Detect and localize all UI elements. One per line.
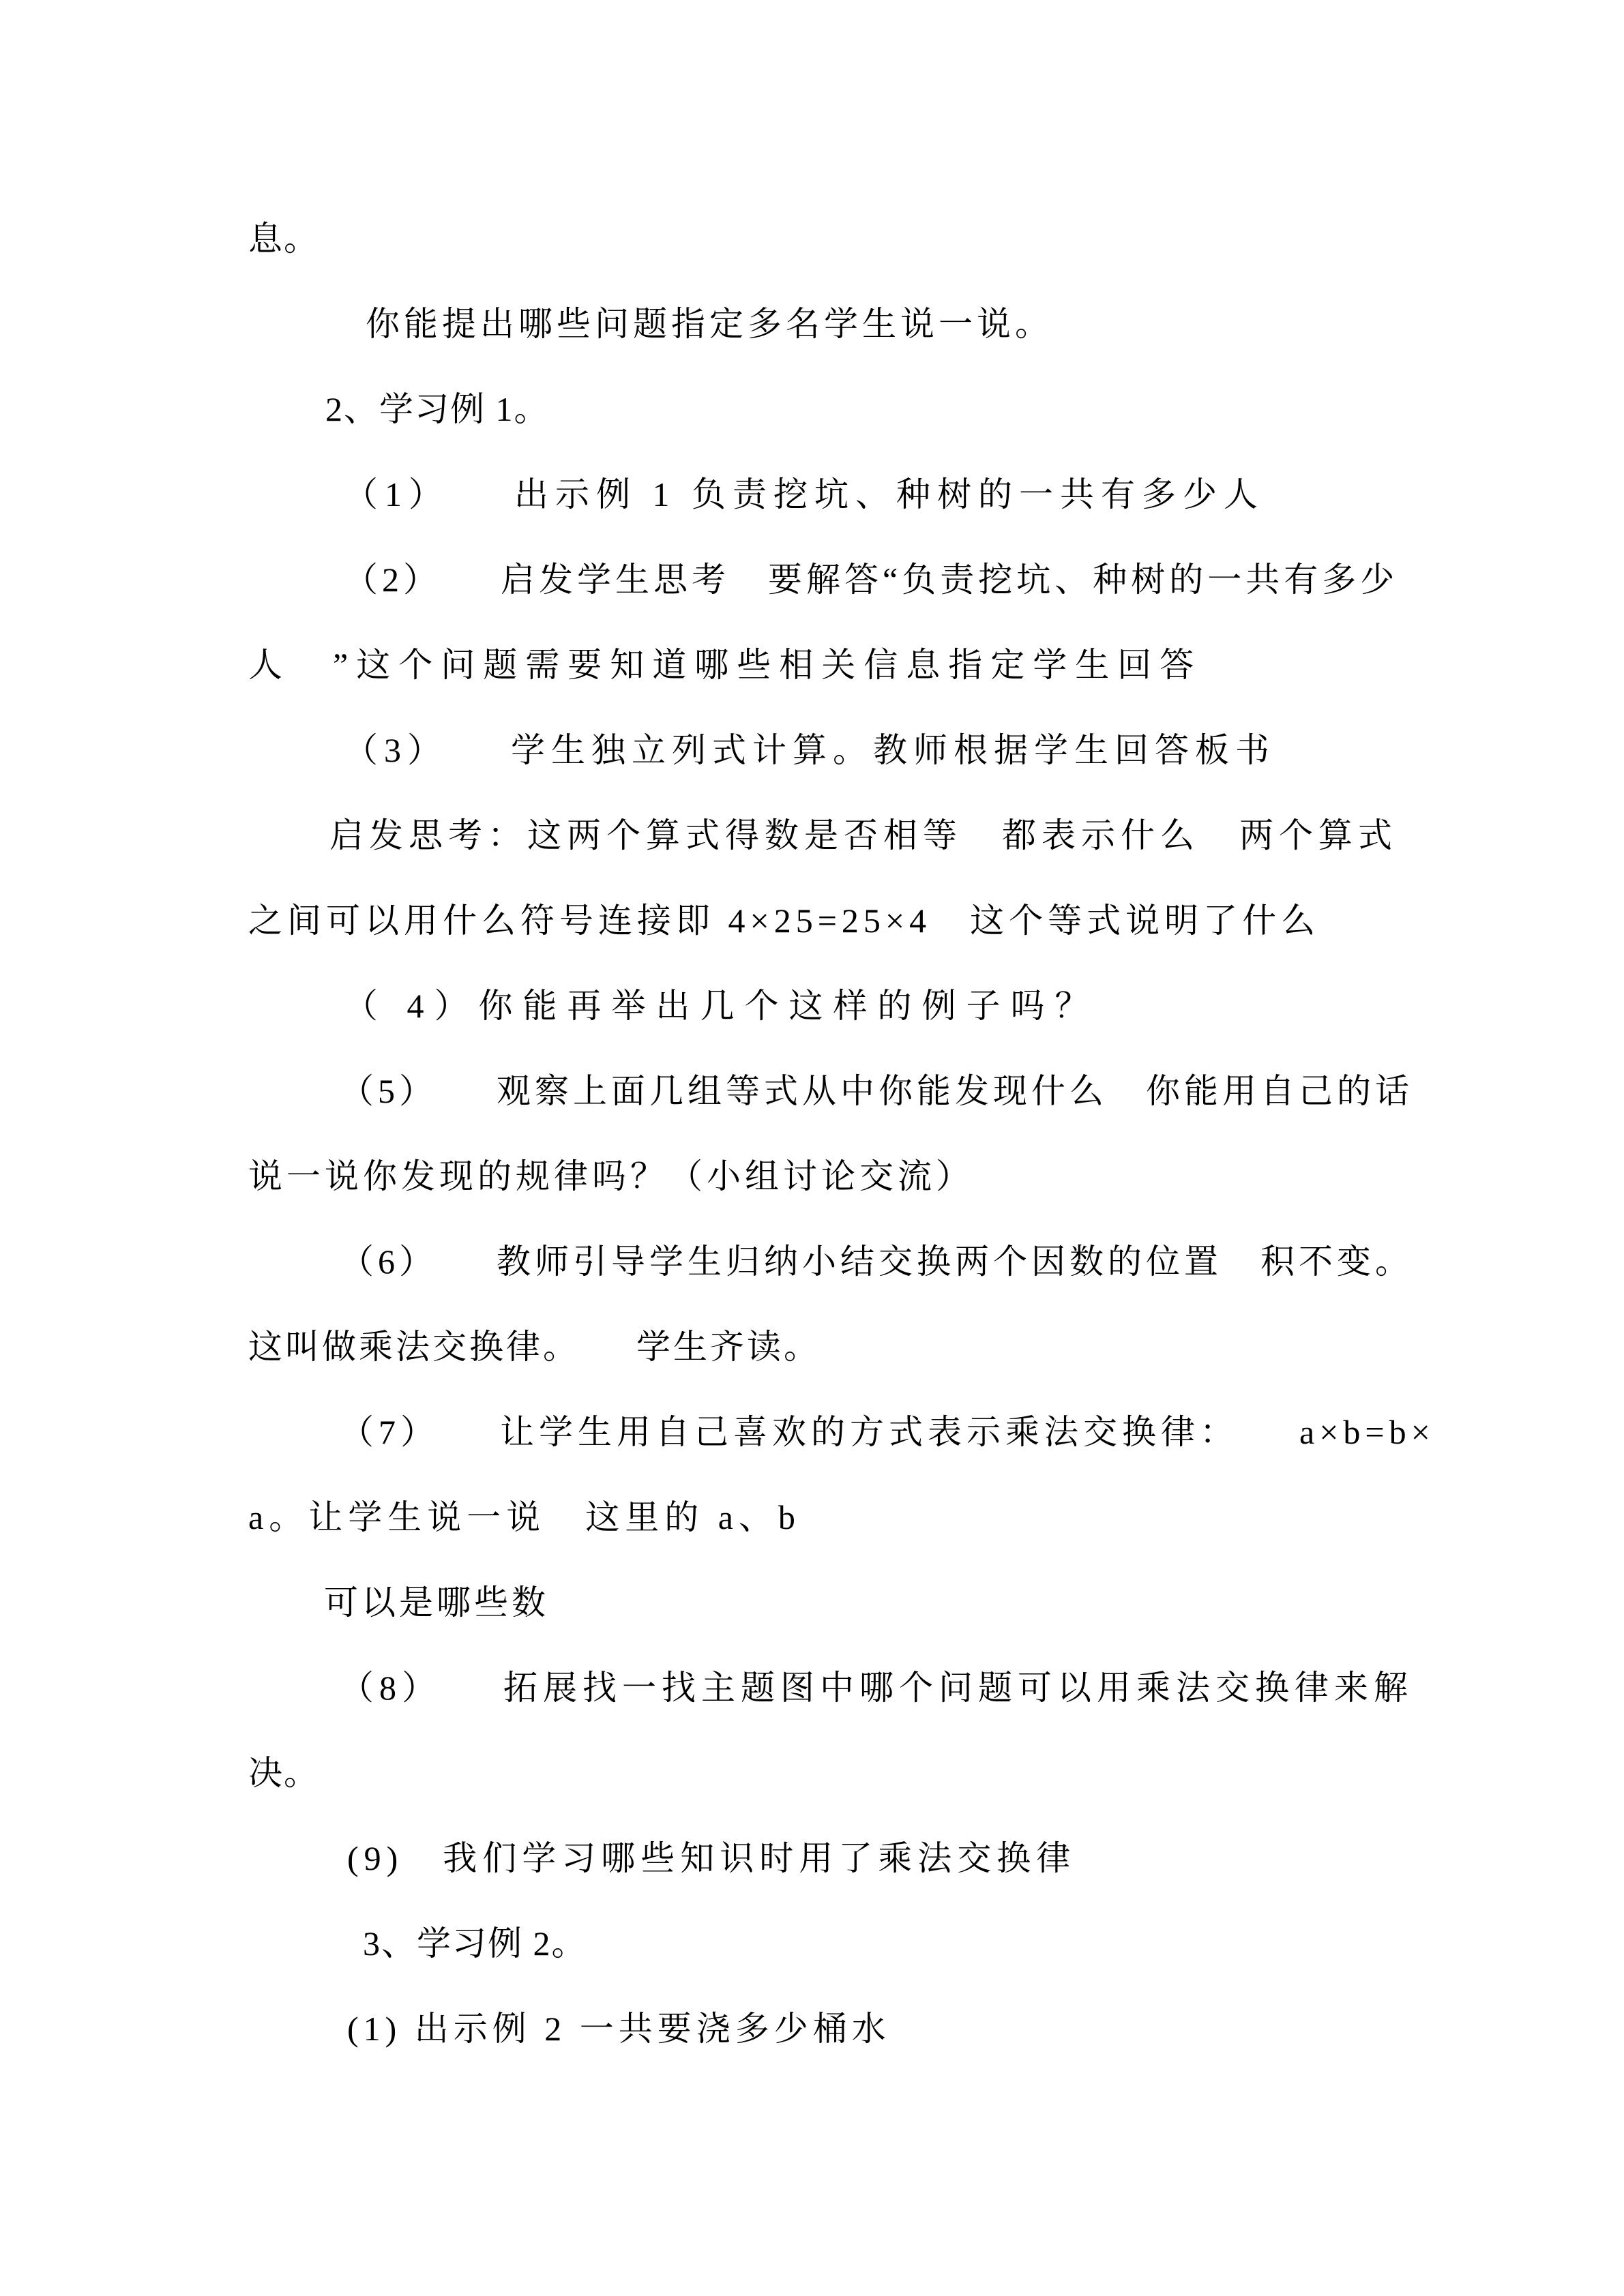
text-line-04: （1） 出示例 1 负责挖坑、种树的一共有多少人 [344, 475, 1265, 513]
text-line-20: (9) 我们学习哪些知识时用了乘法交换律 [347, 1839, 1076, 1877]
text-line-17: 可以是哪些数 [324, 1583, 549, 1622]
text-line-10: （ 4）你能再举出几个这样的例子吗？ [344, 987, 1099, 1025]
text-line-14: 这叫做乘法交换律。 学生齐读。 [248, 1328, 821, 1366]
text-line-19: 决。 [248, 1754, 319, 1792]
text-line-22: (1) 出示例 2 一共要浇多少桶水 [347, 2010, 891, 2048]
text-line-18: （8） 拓展找一找主题图中哪个问题可以用乘法交换律来解 [340, 1669, 1413, 1707]
text-line-11: （5） 观察上面几组等式从中你能发现什么 你能用自己的话 [340, 1072, 1413, 1110]
text-line-12: 说一说你发现的规律吗？（小组讨论交流） [248, 1157, 974, 1195]
text-line-15: （7） 让学生用自己喜欢的方式表示乘法交换律： a×b=b× [340, 1413, 1435, 1451]
text-line-06: 人 ”这个问题需要知道哪些相关信息指定学生回答 [248, 646, 1202, 684]
document-text-block [248, 196, 1449, 2072]
text-line-13: （6） 教师引导学生归纳小结交换两个因数的位置 积不变。 [340, 1242, 1413, 1281]
text-line-01: 息。 [248, 220, 319, 258]
text-line-05: （2） 启发学生思考 要解答“负责挖坑、种树的一共有多少 [344, 561, 1399, 599]
text-line-21: 3、学习例 2。 [363, 1924, 587, 1963]
text-line-08: 启发思考：这两个算式得数是否相等 都表示什么 两个算式 [329, 816, 1398, 854]
text-line-03: 2、学习例 1。 [325, 390, 550, 428]
text-line-09: 之间可以用什么符号连接即 4×25=25×4 这个等式说明了什么 [248, 901, 1320, 940]
text-line-07: （3） 学生独立列式计算。教师根据学生回答板书 [344, 731, 1275, 769]
text-line-16: a。让学生说一说 这里的 a、b [248, 1498, 801, 1536]
text-line-02: 你能提出哪些问题指定多名学生说一说。 [366, 305, 1053, 343]
